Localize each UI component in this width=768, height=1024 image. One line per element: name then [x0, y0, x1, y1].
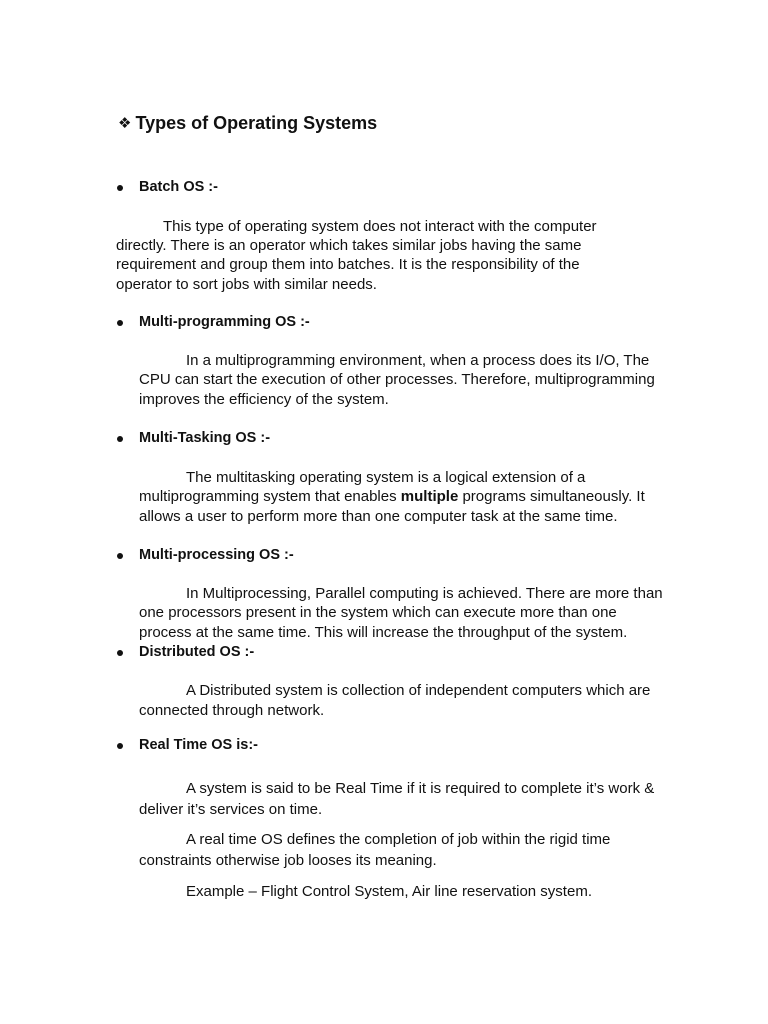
bullet-icon [117, 436, 123, 442]
text-run: multiprogramming system that enables [139, 488, 401, 505]
section-heading-multitasking-os: Multi-Tasking OS :- [139, 430, 271, 446]
paragraph-line: CPU can start the execution of other processes. Therefore, multiprogramming [139, 371, 655, 388]
paragraph-line: allows a user to perform more than one computer task at the same time. [139, 508, 618, 525]
paragraph-line: connected through network. [139, 702, 325, 719]
paragraph-line: process at the same time. This will increase the throughput of the system. [139, 624, 628, 641]
paragraph-line: In a multiprogramming environment, when a process does its I/O, The [186, 352, 650, 369]
section-heading-batch-os: Batch OS :- [139, 179, 218, 195]
paragraph-line: Example – Flight Control System, Air line reservation system. [186, 883, 592, 900]
bold-text-run: multiple [400, 488, 459, 505]
section-heading-real-time-os: Real Time OS is:- [139, 737, 258, 753]
paragraph-line: This type of operating system does not interact with the computer [163, 218, 597, 235]
paragraph-line: improves the efficiency of the system. [139, 391, 389, 408]
section-heading-distributed-os: Distributed OS :- [139, 644, 255, 660]
bullet-icon [117, 320, 123, 326]
section-heading-multiprogramming-os: Multi-programming OS :- [139, 314, 310, 330]
paragraph-line: In Multiprocessing, Parallel computing is achieved. There are more than [186, 585, 663, 602]
page-title-text: Types of Operating Systems [135, 113, 378, 133]
bullet-icon [117, 743, 123, 749]
paragraph-line: A real time OS defines the completion of job within the rigid time [186, 831, 611, 848]
paragraph-line: directly. There is an operator which takes similar jobs having the same [116, 237, 582, 254]
section-heading-multiprocessing-os: Multi-processing OS :- [139, 547, 294, 563]
paragraph-line: A system is said to be Real Time if it is required to complete it’s work & [186, 780, 655, 797]
paragraph-line: A Distributed system is collection of independent computers which are [186, 682, 651, 699]
bullet-icon [117, 185, 123, 191]
paragraph-line: operator to sort jobs with similar needs. [116, 276, 377, 293]
paragraph-line: deliver it’s services on time. [139, 801, 323, 818]
paragraph-line [139, 488, 645, 505]
paragraph-line: requirement and group them into batches. It is the responsibility of the [116, 256, 580, 273]
bullet-icon [117, 553, 123, 559]
page-title [118, 113, 377, 134]
paragraph-line: constraints otherwise job looses its meaning. [139, 852, 437, 869]
diamond-bullet-icon: ❖ [118, 115, 132, 132]
bullet-icon [117, 650, 123, 656]
paragraph-line: The multitasking operating system is a logical extension of a [186, 469, 586, 486]
text-run: programs simultaneously. It [458, 488, 645, 505]
paragraph-line: one processors present in the system which can execute more than one [139, 604, 617, 621]
